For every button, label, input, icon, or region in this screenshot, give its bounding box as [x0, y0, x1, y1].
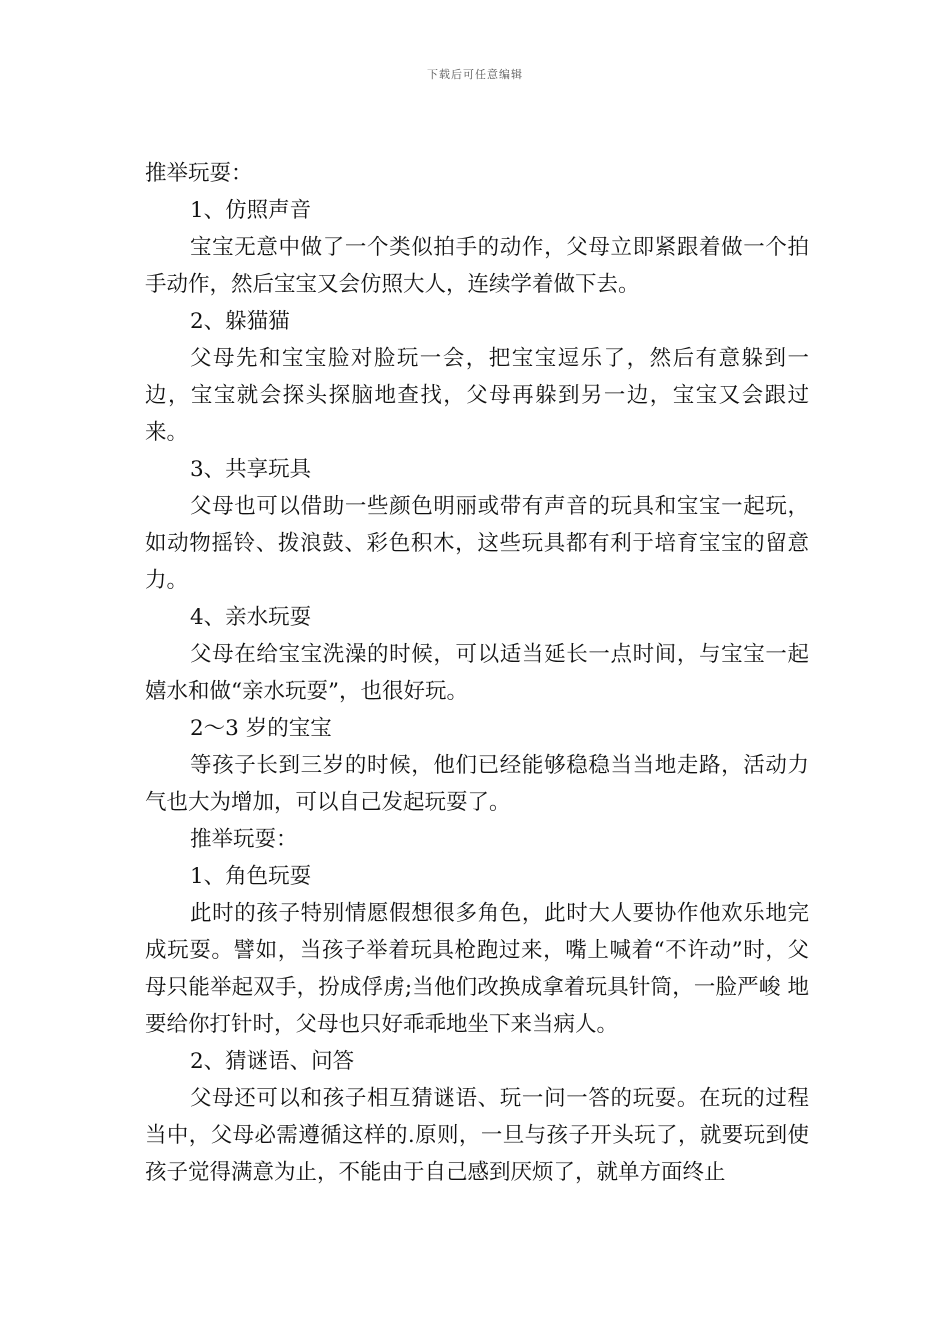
- section-intro-label: 推举玩耍：: [145, 161, 253, 186]
- body-paragraph: 宝宝无意中做了一个类似拍手的动作，父母立即紧跟着做一个拍手动作，然后宝宝又会仿照大人，连续学着做下去。: [145, 235, 809, 297]
- body-paragraph: 等孩子长到三岁的时候，他们已经能够稳稳当当地走路，活动力气也大为增加，可以自己发起玩耍了。: [145, 753, 809, 815]
- page-header: 下载后可任意编辑: [427, 68, 523, 81]
- body-paragraph: 父母还可以和孩子相互猜谜语、玩一问一答的玩耍。在玩的过程当中，父母必需遵循这样的.原则，一旦与孩子开头玩了，就要玩到使孩子觉得满意为止，不能由于自己感到厌烦了，就单方面终止: [145, 1086, 809, 1185]
- body-paragraph: 父母先和宝宝脸对脸玩一会，把宝宝逗乐了，然后有意躲到一边，宝宝就会探头探脑地查找，父母再躲到另一边，宝宝又会跟过来。: [145, 346, 809, 445]
- section-heading: 3、共享玩具: [190, 457, 312, 482]
- document-body: [145, 155, 809, 1191]
- section-heading: 1、角色玩耍: [190, 864, 312, 889]
- body-paragraph: 父母也可以借助一些颜色明丽或带有声音的玩具和宝宝一起玩，如动物摇铃、拨浪鼓、彩色积木，这些玩具都有利于培育宝宝的留意力。: [145, 494, 809, 593]
- section-heading: 2、猜谜语、问答: [190, 1049, 355, 1074]
- age-group-heading: 2～3 岁的宝宝: [190, 716, 332, 741]
- body-paragraph: 此时的孩子特别情愿假想很多角色，此时大人要协作他欢乐地完成玩耍。譬如，当孩子举着玩具枪跑过来，嘴上喊着“不许动”时，父母只能举起双手，扮成俘虏;当他们改换成拿着玩具针筒，一脸严峻 地要给你打针时，父母也只好乖乖地坐下来当病人。: [145, 901, 809, 1037]
- section-heading: 2、躲猫猫: [190, 309, 290, 334]
- section-heading: 1、仿照声音: [190, 198, 312, 223]
- section-heading: 4、亲水玩耍: [190, 605, 312, 630]
- section-intro-label: 推举玩耍：: [190, 827, 298, 852]
- body-paragraph: 父母在给宝宝洗澡的时候，可以适当延长一点时间，与宝宝一起嬉水和做“亲水玩耍”，也很好玩。: [145, 642, 809, 704]
